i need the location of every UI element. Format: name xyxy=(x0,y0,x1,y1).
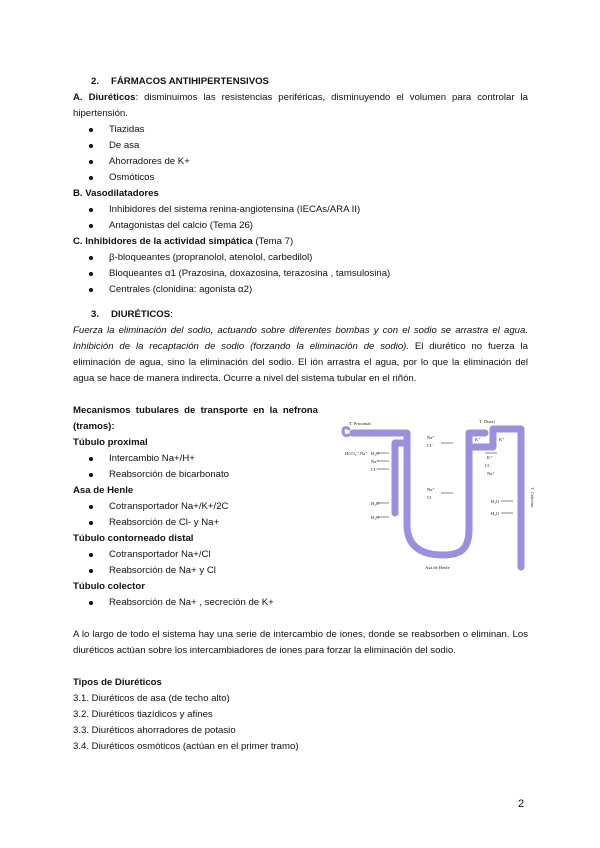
ion-na: Na⁺ xyxy=(371,459,379,464)
list-item: Reabsorción de Cl- y Na+ xyxy=(73,515,318,531)
types-title: Tipos de Diuréticos xyxy=(73,677,162,688)
type-item: 3.1. Diuréticos de asa (de techo alto) xyxy=(73,693,230,704)
ion-cl2: Cl xyxy=(485,463,490,468)
ion-h2o-upper: H₂O xyxy=(371,501,380,506)
mechanisms-block xyxy=(73,403,535,611)
section-2c-list xyxy=(73,250,528,298)
list-item: Cotransportador Na+/K+/2C xyxy=(73,499,318,515)
ion-cl-dist: Cl xyxy=(427,495,432,500)
loop-of-henle-shape xyxy=(407,443,469,555)
group-title: Túbulo proximal xyxy=(73,437,148,448)
section-2c-label: C. Inhibidores de la actividad simpática xyxy=(73,236,253,247)
list-item: Reabsorción de Na+ , secreción de K+ xyxy=(73,595,318,611)
section-2a-text: : disminuimos las resistencias periféricas, disminuyendo el volumen para controlar la hipertensión. xyxy=(73,92,528,119)
list-item: Intercambio Na+/H+ xyxy=(73,451,318,467)
group-list xyxy=(73,547,318,579)
section-2a-label: A. Diuréticos xyxy=(73,92,136,103)
ion-na-col: Na⁺ xyxy=(487,471,495,476)
section-3-number: 3. xyxy=(91,309,100,320)
page-number: 2 xyxy=(518,798,525,810)
section-2c-label-suffix: (Tema 7) xyxy=(252,236,294,247)
mechanisms-title: Mecanismos tubulares de transporte en la nefrona (tramos): xyxy=(73,405,318,432)
ion-na-dist: Na⁺ xyxy=(427,487,435,492)
list-item: Bloqueantes α1 (Prazosina, doxazosina, terazosina , tamsulosina) xyxy=(73,266,528,282)
ion-hco3: HCO₃⁻ Na⁺ xyxy=(345,451,368,456)
nephron-diagram xyxy=(335,417,535,577)
mechanisms-list xyxy=(73,403,318,611)
section-2c-heading xyxy=(73,234,528,250)
ion-h2o-collector1: H₂O xyxy=(491,499,500,504)
ion-h2o: H₂O xyxy=(371,451,380,456)
distal-collector-shape xyxy=(469,429,521,567)
ion-h2o-lower: H₂O xyxy=(371,515,380,520)
list-item: Centrales (clonidina: agonista α2) xyxy=(73,282,528,298)
group-title: Asa de Henle xyxy=(73,485,134,496)
section-2a-list xyxy=(73,122,528,186)
list-item: Inhibidores del sistema renina-angiotensina (IECAs/ARA II) xyxy=(73,202,528,218)
section-2a-paragraph xyxy=(73,90,528,122)
section-2-number: 2. xyxy=(91,76,100,87)
group-title: Túbulo contorneado distal xyxy=(73,533,194,544)
list-item: Osmóticos xyxy=(73,170,528,186)
label-asa: Asa de Henle xyxy=(425,565,450,570)
ion-cl-asc: Cl⁻ xyxy=(427,443,434,448)
label-colector: T. Colector xyxy=(530,487,535,508)
section-2-title: FÁRMACOS ANTIHIPERTENSIVOS xyxy=(111,76,269,87)
section-3-intro xyxy=(73,323,528,387)
list-item: β-bloqueantes (propranolol, atenolol, carbedilol) xyxy=(73,250,528,266)
group-list xyxy=(73,499,318,531)
section-3-heading xyxy=(73,307,528,323)
ion-k: K⁺ xyxy=(499,437,505,442)
label-distal: T. Distal xyxy=(479,419,495,424)
list-item: Cotransportador Na+/Cl xyxy=(73,547,318,563)
type-item: 3.4. Diuréticos osmóticos (actúan en el primer tramo) xyxy=(73,741,299,752)
list-item: Ahorradores de K+ xyxy=(73,154,528,170)
section-2b-label: B. Vasodilatadores xyxy=(73,188,159,199)
list-item: Reabsorción de Na+ y Cl xyxy=(73,563,318,579)
section-2b-list xyxy=(73,202,528,234)
section-3-intro-rest: El diurético no fuerza la eliminación de agua, sino la eliminación del sodio. El ión arrastra el agua, por lo que la eliminación del agua se hace de manera indirecta. Ocurre a nivel del sistema tubular en el riñón. xyxy=(73,341,528,384)
ion-k-dist: K⁺ xyxy=(487,455,493,460)
list-item: Tiazidas xyxy=(73,122,528,138)
list-item: De asa xyxy=(73,138,528,154)
group-list xyxy=(73,451,318,483)
label-proximal: T. Proximal xyxy=(349,421,371,426)
section-3-summary: A lo largo de todo el sistema hay una serie de intercambio de iones, donde se reabsorben o eliminan. Los diuréticos actúan sobre los intercambiadores de iones para forzar la eliminación del sodio. xyxy=(73,629,528,656)
list-item: Reabsorción de bicarbonato xyxy=(73,467,318,483)
ion-h2o-collector2: H₂O xyxy=(491,511,500,516)
ion-k-top: K⁺ xyxy=(475,437,481,442)
group-list xyxy=(73,595,318,611)
section-3-title-suffix: : xyxy=(170,309,173,320)
section-3-title: DIURÉTICOS xyxy=(111,309,171,320)
ion-na-asc: Na⁺ xyxy=(427,435,435,440)
glomerulus-shape xyxy=(343,428,349,436)
type-item: 3.2. Diuréticos tiazídicos y afines xyxy=(73,709,213,720)
section-3-intro-italic: Fuerza la eliminación del sodio, actuando sobre diferentes bombas y con el sodio se arrastra el agua. Inhibición de la recaptación de sodio (forzando la eliminación de sodio). xyxy=(73,325,528,352)
section-2-heading xyxy=(73,74,528,90)
list-item: Antagonistas del calcio (Tema 26) xyxy=(73,218,528,234)
group-title: Túbulo colector xyxy=(73,581,145,592)
ion-cl: Cl⁻ xyxy=(371,467,378,472)
type-item: 3.3. Diuréticos ahorradores de potasio xyxy=(73,725,236,736)
page-content xyxy=(73,74,535,755)
